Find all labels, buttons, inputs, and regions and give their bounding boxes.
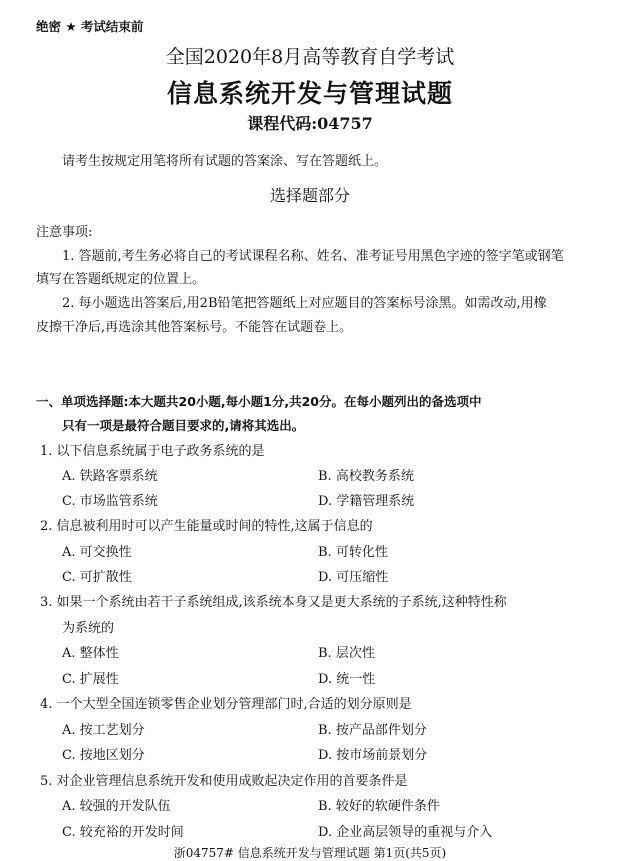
question-3-option-a: A. 整体性 — [62, 646, 119, 661]
question-4-option-d: D. 按市场前景划分 — [318, 748, 428, 763]
question-4-stem: 4. 一个大型全国连锁零售企业划分管理部门时,合适的划分原则是 — [40, 697, 412, 712]
answer-instruction: 请考生按规定用笔将所有试题的答案涂、写在答题纸上。 — [62, 154, 388, 169]
section-heading-line-2: 只有一项是最符合题目要求的,请将其选出。 — [62, 418, 305, 433]
section-heading-line-1: 一、单项选择题:本大题共20小题,每小题1分,共20分。在每小题列出的备选项中 — [36, 394, 482, 409]
part-title: 选择题部分 — [269, 186, 350, 205]
question-3-option-c: C. 扩展性 — [62, 672, 119, 687]
notice-item-1-line-2: 填写在答题纸规定的位置上。 — [36, 272, 206, 287]
question-1-option-c: C. 市场监管系统 — [62, 494, 158, 509]
notice-item-2-line-1: 2. 每小题选出答案后,用2B铅笔把答题纸上对应题目的答案标号涂黑。如需改动,用橡 — [62, 296, 547, 311]
question-2-stem: 2. 信息被利用时可以产生能量或时间的特性,这属于信息的 — [40, 519, 373, 534]
page-footer: 浙04757# 信息系统开发与管理试题 第1页(共5页) — [173, 846, 447, 860]
question-5-option-c: C. 较充裕的开发时间 — [62, 825, 184, 840]
question-2-option-b: B. 可转化性 — [318, 545, 388, 560]
notice-item-1-line-1: 1. 答题前,考生务必将自己的考试课程名称、姓名、准考证号用黑色字迹的签字笔或钢笔 — [62, 249, 564, 264]
question-4-option-b: B. 按产品部件划分 — [318, 723, 427, 738]
question-1-option-b: B. 高校教务系统 — [318, 469, 414, 484]
question-2-option-d: D. 可压缩性 — [318, 570, 389, 585]
notice-title: 注意事项: — [36, 225, 93, 240]
exam-title: 全国2020年8月高等教育自学考试 — [165, 46, 455, 68]
question-5-option-b: B. 较好的软硬件条件 — [318, 799, 440, 814]
question-1-option-a: A. 铁路客票系统 — [62, 469, 158, 484]
question-2-option-c: C. 可扩散性 — [62, 570, 132, 585]
question-5-option-d: D. 企业高层领导的重视与介入 — [318, 825, 493, 840]
question-1-stem: 1. 以下信息系统属于电子政务系统的是 — [40, 444, 265, 459]
course-code: 课程代码:04757 — [247, 114, 373, 133]
question-5-stem: 5. 对企业管理信息系统开发和使用成败起决定作用的首要条件是 — [40, 774, 408, 789]
notice-item-2-line-2: 皮擦干净后,再选涂其他答案标号。不能答在试题卷上。 — [36, 320, 353, 335]
question-3-option-d: D. 统一性 — [318, 672, 376, 687]
question-3-stem: 3. 如果一个系统由若干子系统组成,该系统本身又是更大系统的子系统,这种特性称 — [40, 595, 507, 610]
paper-title: 信息系统开发与管理试题 — [166, 79, 453, 108]
question-1-option-d: D. 学籍管理系统 — [318, 494, 415, 509]
question-2-option-a: A. 可交换性 — [62, 545, 132, 560]
question-3-stem-continued: 为系统的 — [62, 621, 115, 636]
question-4-option-a: A. 按工艺划分 — [62, 723, 145, 738]
question-3-option-b: B. 层次性 — [318, 646, 375, 661]
question-5-option-a: A. 较强的开发队伍 — [62, 799, 171, 814]
confidential-label: 绝密 ★ 考试结束前 — [36, 19, 144, 34]
question-4-option-c: C. 按地区划分 — [62, 748, 145, 763]
